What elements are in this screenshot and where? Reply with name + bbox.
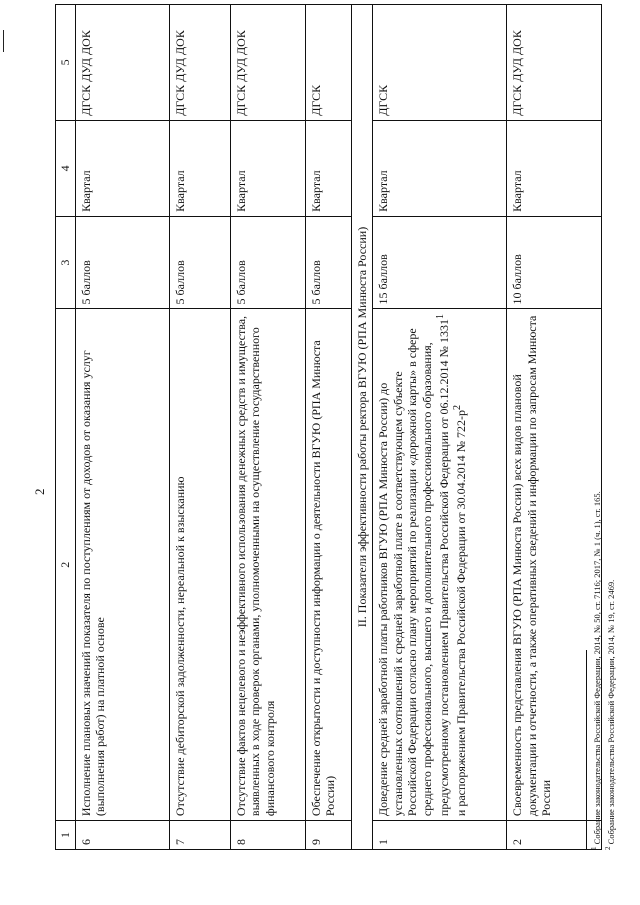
- indicator-period: Квартал: [373, 120, 507, 216]
- indicator-responsible: ДГСК: [373, 5, 507, 121]
- row-number: 8: [231, 821, 306, 850]
- indicator-score: 5 баллов: [231, 216, 306, 309]
- footnote-ref: 2: [452, 404, 464, 410]
- indicator-period: Квартал: [507, 120, 602, 216]
- indicator-responsible: ДГСК ДУД ДОК: [507, 5, 602, 121]
- footnote-text: Собрание законодательства Российской Федерации, 2014, № 19, ст. 2469.: [605, 579, 616, 845]
- indicator-period: Квартал: [76, 120, 170, 216]
- header-cell: 4: [56, 120, 76, 216]
- row-number: 7: [170, 821, 231, 850]
- table-row: [373, 5, 507, 850]
- indicator-text: Своевременность представления ВГУЮ (РПА Минюста России) всех видов плановой документации и отчетности, а также оперативных сведений и информации по запросам Минюста России: [507, 309, 602, 821]
- indicator-responsible: ДГСК: [306, 5, 352, 121]
- section-heading-row: [352, 5, 373, 850]
- indicator-text: [373, 309, 507, 821]
- indicator-responsible: ДГСК ДУД ДОК: [76, 5, 170, 121]
- section-title: II. Показатели эффективности работы ректора ВГУЮ (РПА Минюста России): [352, 5, 373, 850]
- indicator-period: Квартал: [170, 120, 231, 216]
- footnote-text: Собрание законодательства Российской Федерации, 2014, № 50, ст. 7116; 2017, № 1 (ч. 1), ст. 165.: [591, 491, 602, 845]
- table-row: [170, 5, 231, 850]
- footnote-ref: 1: [435, 314, 447, 320]
- table-header-row: [56, 5, 76, 850]
- indicator-score: 5 баллов: [306, 216, 352, 309]
- indicator-text-part: Доведение средней заработной платы работников ВГУЮ (РПА Минюста России) до установленных соотношений к средней заработной плате в соответствующем субъекте Российской Федерации согласно плану мероприятий по реализации «дорожной карты» в сфере среднего профессионального, высшего и дополнительного профессионального образования, предусмотренному постановлением Правительства Российской Федерации от 06.12.2014 № 1331: [376, 319, 452, 817]
- indicator-score: 5 баллов: [170, 216, 231, 309]
- footnote: [603, 491, 617, 850]
- header-cell: 3: [56, 216, 76, 309]
- indicator-text: Исполнение плановых значений показателя по поступлениям от доходов от оказания услуг (выполнения работ) на платной основе: [76, 309, 170, 821]
- footnote-mark: 1: [590, 846, 598, 850]
- footnote-mark: 2: [603, 846, 612, 850]
- row-number: 6: [76, 821, 170, 850]
- indicator-responsible: ДГСК ДУД ДОК: [231, 5, 306, 121]
- header-cell: 1: [56, 821, 76, 850]
- footnote-divider: [586, 650, 587, 850]
- row-number: 1: [373, 821, 507, 850]
- table-row: [306, 5, 352, 850]
- indicator-score: 5 баллов: [76, 216, 170, 309]
- indicator-text: Отсутствие дебиторской задолженности, нереальной к взысканию: [170, 309, 231, 821]
- indicators-table: [55, 4, 602, 850]
- indicator-text: Обеспечение открытости и доступности информации о деятельности ВГУЮ (РПА Минюста России): [306, 309, 352, 821]
- row-number: 9: [306, 821, 352, 850]
- footnotes: [589, 491, 617, 850]
- indicator-responsible: ДГСК ДУД ДОК: [170, 5, 231, 121]
- footnote: [589, 491, 603, 850]
- indicator-text: Отсутствие фактов нецелевого и неэффективного использования денежных средств и имущества, выявленных в ходе проверок органами, уполномоченными на осуществление государственного финансового контроля: [231, 309, 306, 821]
- table-row: [231, 5, 306, 850]
- row-number: 2: [507, 821, 602, 850]
- indicator-score: 15 баллов: [373, 216, 507, 309]
- indicator-period: Квартал: [231, 120, 306, 216]
- indicator-period: Квартал: [306, 120, 352, 216]
- header-cell: 2: [56, 309, 76, 821]
- table-row: [76, 5, 170, 850]
- table-row: [507, 5, 602, 850]
- page-number: 2: [32, 488, 47, 495]
- indicator-score: 10 баллов: [507, 216, 602, 309]
- header-cell: 5: [56, 5, 76, 121]
- indicator-text-part: и распоряжением Правительства Российской Федерации от 30.04.2014 № 722-р: [454, 409, 469, 817]
